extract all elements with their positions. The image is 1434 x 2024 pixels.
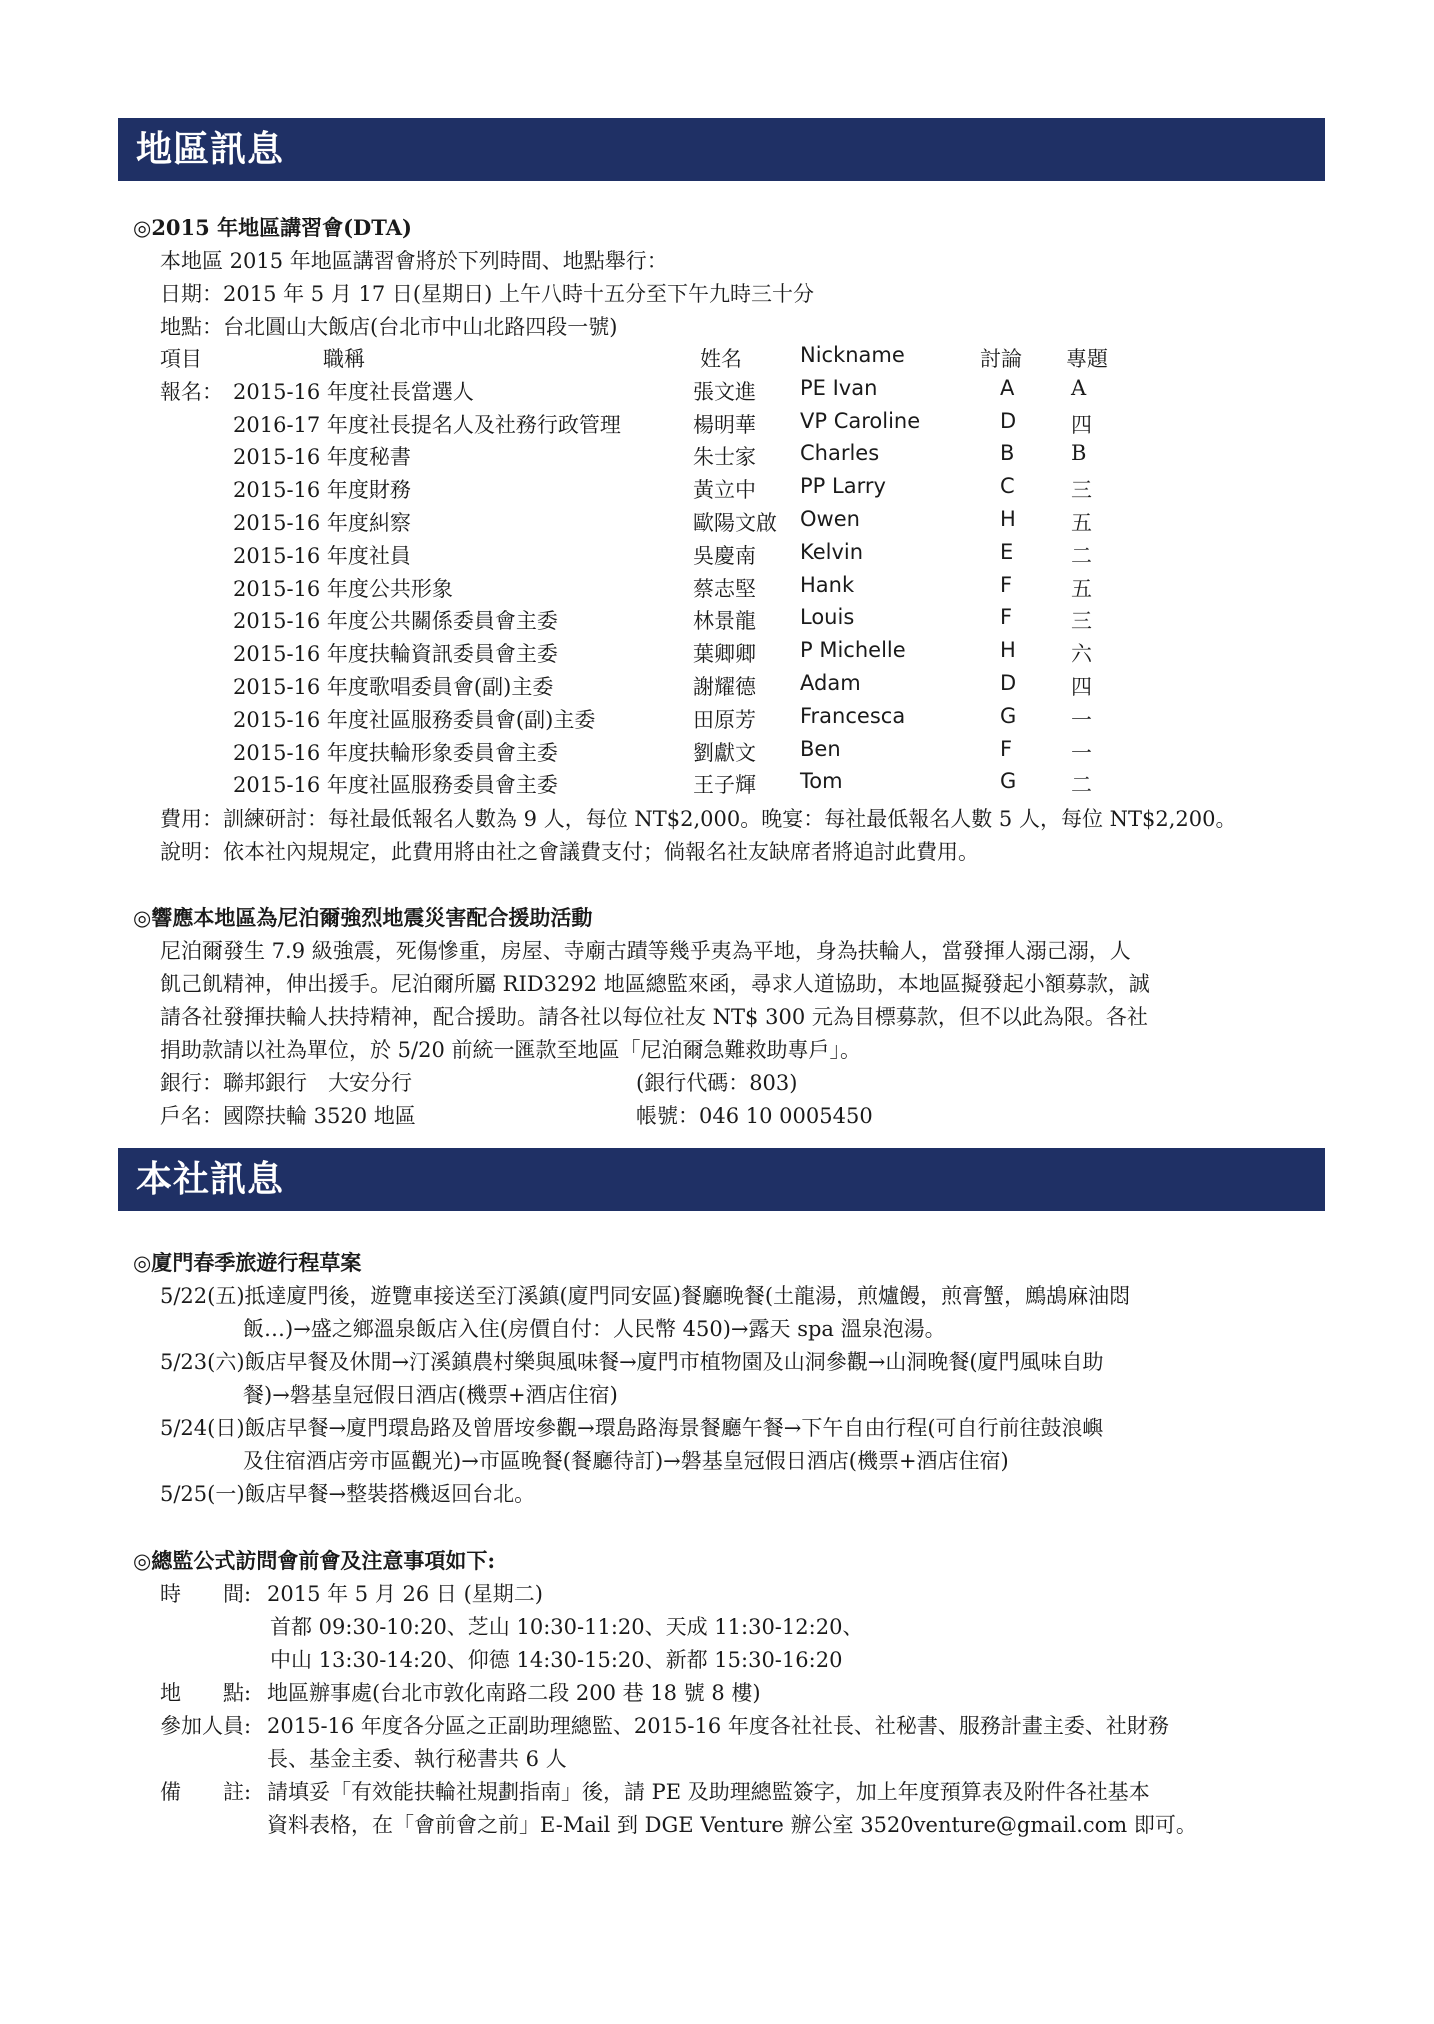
table-row — [0, 540, 1434, 572]
xiamen-line-3: 5/23(六)飯店早餐及休閒→汀溪鎮農村樂與風味餐→廈門市植物園及山洞參觀→山洞晚餐(廈門風味自助 — [160, 1350, 1104, 1374]
visit-place-label: 地 點: — [160, 1681, 252, 1705]
row-title: 2015-16 年度社長當選人 — [233, 379, 474, 404]
row-discussion: H — [1000, 507, 1016, 531]
row-title: 2015-16 年度秘書 — [233, 445, 411, 470]
row-title: 2015-16 年度歌唱委員會(副)主委 — [233, 675, 554, 699]
row-nickname: PE Ivan — [800, 375, 878, 400]
row-name: 葉卿卿 — [693, 642, 756, 667]
row-topic: 四 — [1071, 675, 1092, 699]
row-nickname: Adam — [800, 671, 861, 695]
row-nickname: PP Larry — [800, 474, 886, 499]
header-name: 姓名 — [700, 347, 742, 371]
table-row — [0, 441, 1434, 473]
row-name: 吳慶南 — [693, 543, 756, 568]
row-title: 2015-16 年度扶輪資訊委員會主委 — [233, 642, 558, 667]
nepal-line-2: 飢己飢精神，伸出援手。尼泊爾所屬 RID3292 地區總監來函，尋求人道協助，本地區擬發起小額募款，誠 — [160, 972, 1150, 996]
dta-date: 日期：2015 年 5 月 17 日(星期日) 上午八時十五分至下午九時三十分 — [160, 282, 814, 306]
row-nickname: Tom — [800, 769, 843, 794]
row-name: 林景龍 — [693, 609, 756, 634]
visit-schedule-1: 首都 09:30-10:20、芝山 10:30-11:20、天成 11:30-12:20、 — [270, 1615, 864, 1639]
row-discussion: B — [1000, 441, 1015, 466]
header-item: 項目 — [160, 347, 202, 371]
visit-remark-value-1: 請填妥「有效能扶輪社規劃指南」後，請 PE 及助理總監簽字，加上年度預算表及附件各社基本 — [267, 1780, 1150, 1804]
row-title: 2015-16 年度社區服務委員會(副)主委 — [233, 707, 596, 732]
row-discussion: G — [1000, 703, 1017, 728]
visit-attend-value-1: 2015-16 年度各分區之正副助理總監、2015-16 年度各社社長、社秘書、服務計畫主委、社財務 — [267, 1714, 1169, 1738]
table-row — [0, 605, 1434, 637]
row-topic: 五 — [1071, 511, 1092, 535]
row-discussion: F — [1000, 736, 1013, 761]
xiamen-section-title: ◎廈門春季旅遊行程草案 — [133, 1250, 362, 1275]
row-topic: 二 — [1071, 773, 1092, 798]
row-name: 黃立中 — [693, 478, 756, 503]
row-nickname: Hank — [800, 572, 855, 597]
row-nickname: Charles — [800, 441, 880, 466]
row-title: 2016-17 年度社長提名人及社務行政管理 — [233, 412, 621, 437]
visit-place-value: 地區辦事處(台北市敦化南路二段 200 巷 18 號 8 樓) — [267, 1681, 761, 1705]
nepal-line-4: 捐助款請以社為單位，於 5/20 前統一匯款至地區「尼泊爾急難救助專戶」。 — [160, 1038, 862, 1062]
row-topic: 三 — [1071, 609, 1092, 634]
row-nickname: Francesca — [800, 703, 906, 728]
table-row — [0, 573, 1434, 605]
row-topic: 五 — [1071, 576, 1092, 601]
visit-time-value: 2015 年 5 月 26 日 (星期二) — [267, 1582, 543, 1606]
table-row — [0, 769, 1434, 801]
row-name: 張文進 — [693, 379, 756, 404]
row-topic: 一 — [1071, 707, 1092, 732]
xiamen-line-5: 5/24(日)飯店早餐→廈門環島路及曾厝垵參觀→環島路海景餐廳午餐→下午自由行程(可自行前往鼓浪嶼 — [160, 1416, 1104, 1440]
row-name: 歐陽文啟 — [693, 511, 777, 535]
nepal-line-1: 尼泊爾發生 7.9 級強震，死傷慘重，房屋、寺廟古蹟等幾乎夷為平地，身為扶輪人，當發揮人溺己溺，人 — [160, 939, 1131, 963]
row-topic: 六 — [1071, 642, 1092, 667]
row-name: 朱士家 — [693, 445, 756, 470]
table-row — [0, 507, 1434, 539]
row-title: 2015-16 年度社區服務委員會主委 — [233, 773, 558, 798]
visit-attend-value-2: 長、基金主委、執行秘書共 6 人 — [267, 1747, 567, 1771]
row-name: 蔡志堅 — [693, 576, 756, 601]
visit-remark-label: 備 註: — [160, 1780, 252, 1804]
row-name: 田原芳 — [693, 707, 756, 732]
row-nickname: Owen — [800, 507, 860, 531]
row-title: 2015-16 年度糾察 — [233, 511, 411, 535]
visit-section-title: ◎總監公式訪問會前會及注意事項如下: — [133, 1548, 496, 1573]
row-name: 王子輝 — [693, 773, 756, 798]
nepal-line-3: 請各社發揮扶輪人扶持精神，配合援助。請各社以每位社友 NT$ 300 元為目標募款，但不以此為限。各社 — [160, 1005, 1148, 1029]
row-title: 2015-16 年度社員 — [233, 543, 411, 568]
row-title: 2015-16 年度扶輪形象委員會主委 — [233, 740, 558, 765]
row-name: 劉獻文 — [693, 740, 756, 765]
xiamen-line-1: 5/22(五)抵達廈門後，遊覽車接送至汀溪鎮(廈門同安區)餐廳晚餐(土龍湯，煎爐饅，煎膏蟹，鷓鴣麻油悶 — [160, 1284, 1131, 1308]
table-row — [0, 474, 1434, 506]
visit-schedule-2: 中山 13:30-14:20、仰德 14:30-15:20、新都 15:30-16:20 — [270, 1648, 843, 1672]
dta-fee: 費用：訓練研討：每社最低報名人數為 9 人，每位 NT$2,000。晚宴：每社最低報名人數 5 人，每位 NT$2,200。 — [160, 807, 1237, 831]
row-topic: B — [1071, 441, 1087, 466]
header-discussion: 討論 — [980, 347, 1022, 371]
row-discussion: D — [1000, 408, 1017, 433]
row-discussion: E — [1000, 539, 1014, 564]
table-row — [0, 704, 1434, 736]
row-name: 謝耀德 — [693, 675, 756, 699]
nepal-bank-code: (銀行代碼：803) — [636, 1071, 798, 1095]
signup-label: 報名： — [160, 379, 223, 404]
header-topic: 專題 — [1066, 347, 1108, 371]
row-topic: A — [1071, 375, 1087, 400]
row-topic: 一 — [1071, 740, 1092, 765]
row-nickname: Louis — [800, 605, 855, 630]
nepal-bank: 銀行：聯邦銀行 大安分行 — [160, 1071, 412, 1095]
row-nickname: VP Caroline — [800, 408, 921, 433]
xiamen-line-4: 餐)→磐基皇冠假日酒店(機票+酒店住宿) — [243, 1383, 618, 1407]
row-discussion: D — [1000, 671, 1017, 695]
dta-signup-table — [0, 343, 1434, 798]
row-discussion: F — [1000, 605, 1013, 630]
table-row — [0, 671, 1434, 703]
dta-note: 說明：依本社內規規定，此費用將由社之會議費支付；倘報名社友缺席者將追討此費用。 — [160, 840, 979, 864]
row-discussion: C — [1000, 474, 1015, 499]
row-topic: 三 — [1071, 478, 1092, 503]
row-discussion: G — [1000, 769, 1017, 794]
dta-section-title: ◎2015 年地區講習會(DTA) — [133, 215, 412, 240]
nepal-account-no: 帳號：046 10 0005450 — [636, 1104, 873, 1128]
xiamen-line-6: 及住宿酒店旁市區觀光)→市區晚餐(餐廳待訂)→磐基皇冠假日酒店(機票+酒店住宿) — [243, 1449, 1009, 1473]
table-row — [0, 638, 1434, 670]
dta-venue: 地點：台北圓山大飯店(台北市中山北路四段一號) — [160, 315, 618, 339]
row-title: 2015-16 年度公共關係委員會主委 — [233, 609, 558, 634]
visit-time-label: 時 間: — [160, 1582, 252, 1606]
xiamen-line-2: 飯…)→盛之鄉溫泉飯店入住(房價自付：人民幣 450)→露天 spa 溫泉泡湯。 — [243, 1317, 946, 1341]
row-discussion: H — [1000, 638, 1016, 663]
row-topic: 二 — [1071, 543, 1092, 568]
row-name: 楊明華 — [693, 412, 756, 437]
table-row — [0, 376, 1434, 408]
header-nickname: Nickname — [800, 343, 905, 367]
table-header-row — [0, 343, 1434, 375]
xiamen-line-7: 5/25(一)飯店早餐→整裝搭機返回台北。 — [160, 1482, 536, 1506]
row-topic: 四 — [1071, 412, 1092, 437]
table-row — [0, 737, 1434, 769]
row-title: 2015-16 年度財務 — [233, 478, 411, 503]
nepal-account-name: 戶名：國際扶輪 3520 地區 — [160, 1104, 416, 1128]
row-title: 2015-16 年度公共形象 — [233, 576, 453, 601]
row-nickname: Kelvin — [800, 539, 864, 564]
nepal-section-title: ◎響應本地區為尼泊爾強烈地震災害配合援助活動 — [133, 905, 593, 930]
row-nickname: P Michelle — [800, 638, 906, 663]
visit-remark-value-2: 資料表格，在「會前會之前」E-Mail 到 DGE Venture 辦公室 3520venture@gmail.com 即可。 — [267, 1813, 1197, 1837]
district-banner: 地區訊息 — [118, 118, 1325, 181]
club-banner: 本社訊息 — [118, 1148, 1325, 1211]
row-discussion: A — [1000, 375, 1015, 400]
visit-attend-label: 參加人員: — [160, 1714, 252, 1738]
header-title: 職稱 — [323, 347, 365, 371]
table-row — [0, 409, 1434, 441]
row-discussion: F — [1000, 572, 1013, 597]
row-nickname: Ben — [800, 736, 841, 761]
dta-intro: 本地區 2015 年地區講習會將於下列時間、地點舉行： — [160, 249, 668, 273]
